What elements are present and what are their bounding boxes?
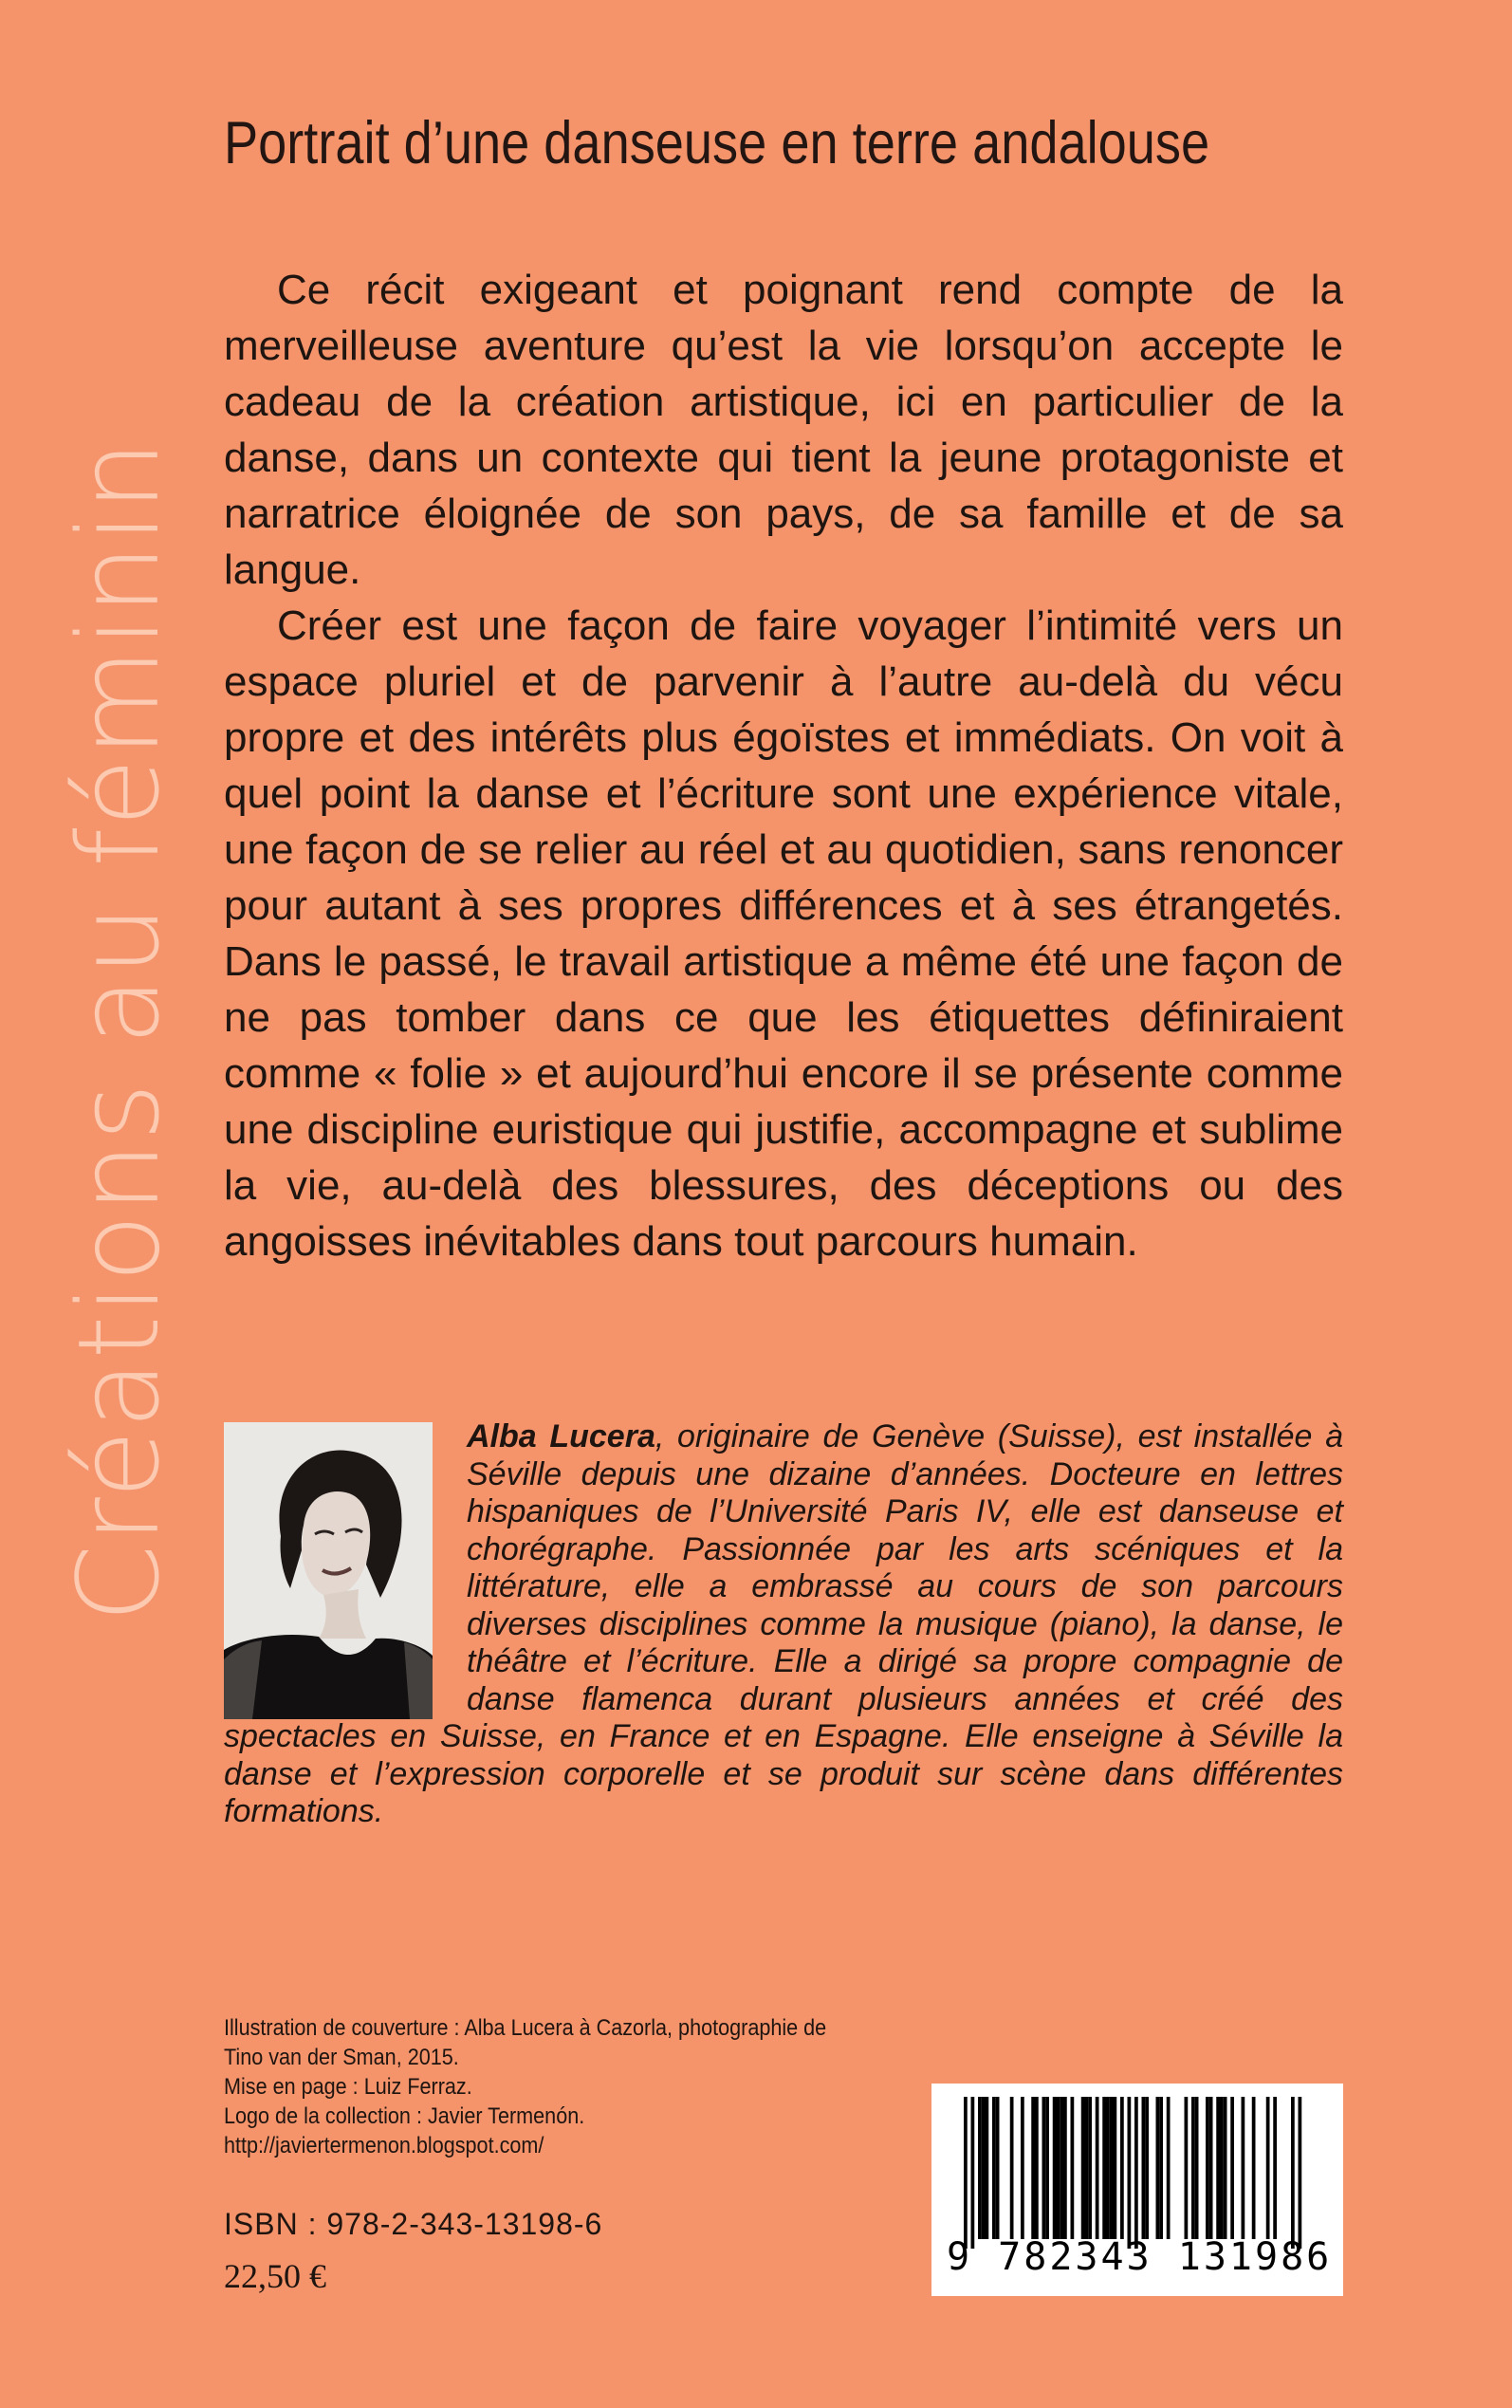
- barcode-bar: [1114, 2097, 1117, 2239]
- summary-paragraph-1: Ce récit exigeant et poignant rend compte de la merveilleuse aventure qu’est la vie lorsqu’on accepte le cadeau de la création artistique, ici en particulier de la danse, dans un contexte qui tient la jeune protagoniste et narratrice éloignée de son pays, de sa famille et de sa langue.: [224, 267, 1343, 593]
- barcode-bar: [992, 2097, 996, 2239]
- barcode-bar: [1266, 2097, 1270, 2239]
- barcode-bar: [1088, 2097, 1092, 2239]
- author-name: Alba Lucera: [467, 1418, 655, 1454]
- credit-line: Illustration de couverture : Alba Lucera à Cazorla, photographie de: [224, 2015, 827, 2041]
- collection-name: Créations au féminin: [53, 438, 184, 1622]
- barcode-bar: [1110, 2097, 1114, 2239]
- barcode-bar: [971, 2097, 975, 2249]
- barcode-bar: [1195, 2097, 1199, 2239]
- back-cover-summary: [224, 262, 1343, 1269]
- author-bio: [224, 1418, 1343, 1831]
- barcode-bar: [1167, 2097, 1171, 2239]
- price: 22,50 €: [224, 2257, 326, 2295]
- barcode-bar: [986, 2097, 989, 2239]
- barcode-bar: [1063, 2097, 1067, 2239]
- barcode-bar: [1045, 2097, 1049, 2239]
- barcode-bar: [1060, 2097, 1063, 2239]
- barcode-bar: [1085, 2097, 1089, 2239]
- barcode-bar: [1142, 2097, 1146, 2239]
- barcode-bar: [978, 2097, 982, 2239]
- barcode-digits: 9 782343 131986: [947, 2235, 1333, 2279]
- credit-link[interactable]: http://javiertermenon.blogspot.com/: [224, 2133, 544, 2158]
- barcode-bar: [1159, 2097, 1163, 2239]
- barcode-bar: [964, 2097, 968, 2249]
- barcode-bar: [1081, 2097, 1085, 2239]
- credits: [224, 2013, 826, 2160]
- barcode-bar: [1145, 2097, 1149, 2239]
- barcode-bar: [1291, 2097, 1295, 2249]
- credit-line: Logo de la collection : Javier Termenón.: [224, 2103, 585, 2129]
- author-bio-text: , originaire de Genève (Suisse), est installée à Séville depuis une dizaine d’années. Docteure en lettres hispaniques de l’Université Paris IV, elle est danseuse et chorégraphe. Passionnée par les arts scéniques et la littérature, elle a embrassé au cours de son parcours diverses disciplines comme la musique (piano), la danse, le théâtre et l’écriture. Elle a dirigé sa propre compagnie de danse flamenca durant plusieurs années et créé des spectacles en Suisse, en France et en Espagne. Elle enseigne à Séville la danse et l’expression corporelle et se produit sur scène dans différentes formations.: [224, 1418, 1343, 1829]
- barcode-bar: [1206, 2097, 1209, 2239]
- barcode-bar: [1021, 2097, 1024, 2239]
- barcode-bar: [982, 2097, 986, 2239]
- book-title: Portrait d’une danseuse en terre andalouse: [224, 110, 1210, 176]
- barcode-bar: [1156, 2097, 1160, 2239]
- barcode-bar: [1010, 2097, 1014, 2239]
- barcode-bar: [1299, 2097, 1302, 2249]
- credit-line: Mise en page : Luiz Ferraz.: [224, 2074, 472, 2100]
- barcode-bar: [1096, 2097, 1099, 2239]
- barcode-bar: [1220, 2097, 1224, 2239]
- barcode-bar: [1230, 2097, 1234, 2239]
- barcode-bar: [1209, 2097, 1213, 2239]
- barcode-bar: [1106, 2097, 1110, 2239]
- barcode-bar: [1185, 2097, 1189, 2239]
- barcode-bar: [1057, 2097, 1060, 2239]
- barcode-bar: [1252, 2097, 1256, 2239]
- barcode-bar: [1042, 2097, 1046, 2239]
- barcode-bar: [996, 2097, 1000, 2239]
- barcode: [931, 2084, 1343, 2296]
- barcode-bar: [1216, 2097, 1220, 2239]
- barcode-bar: [1191, 2097, 1195, 2239]
- barcode-bar: [1102, 2097, 1106, 2239]
- barcode-bar: [1242, 2097, 1245, 2239]
- credit-line: Tino van der Sman, 2015.: [224, 2045, 459, 2070]
- barcode-bar: [1071, 2097, 1075, 2239]
- barcode-bar: [1224, 2097, 1227, 2239]
- barcode-bar: [1031, 2097, 1035, 2239]
- isbn: ISBN : 978-2-343-13198-6: [224, 2207, 603, 2241]
- barcode-bar: [1134, 2097, 1138, 2249]
- barcode-bar: [1053, 2097, 1057, 2239]
- barcode-bar: [1035, 2097, 1039, 2239]
- barcode-bar: [1273, 2097, 1277, 2239]
- barcode-bar: [1128, 2097, 1132, 2249]
- barcode-bar: [1120, 2097, 1124, 2239]
- summary-paragraph-2: Créer est une façon de faire voyager l’intimité vers un espace pluriel et de parvenir à l’autre au-delà du vécu propre et des intérêts plus égoïstes et immédiats. On voit à quel point la danse et l’écriture sont une expérience vitale, une façon de se relier au réel et au quotidien, sans renoncer pour autant à ses propres différences et à ses étrangetés. Dans le passé, le travail artistique a même été une façon de ne pas tomber dans ce que les étiquettes définiraient comme « folie » et aujourd’hui encore il se présente comme une discipline euristique qui justifie, accompagne et sublime la vie, au-delà des blessures, des déceptions ou des angoisses inévitables dans tout parcours humain.: [224, 602, 1343, 1265]
